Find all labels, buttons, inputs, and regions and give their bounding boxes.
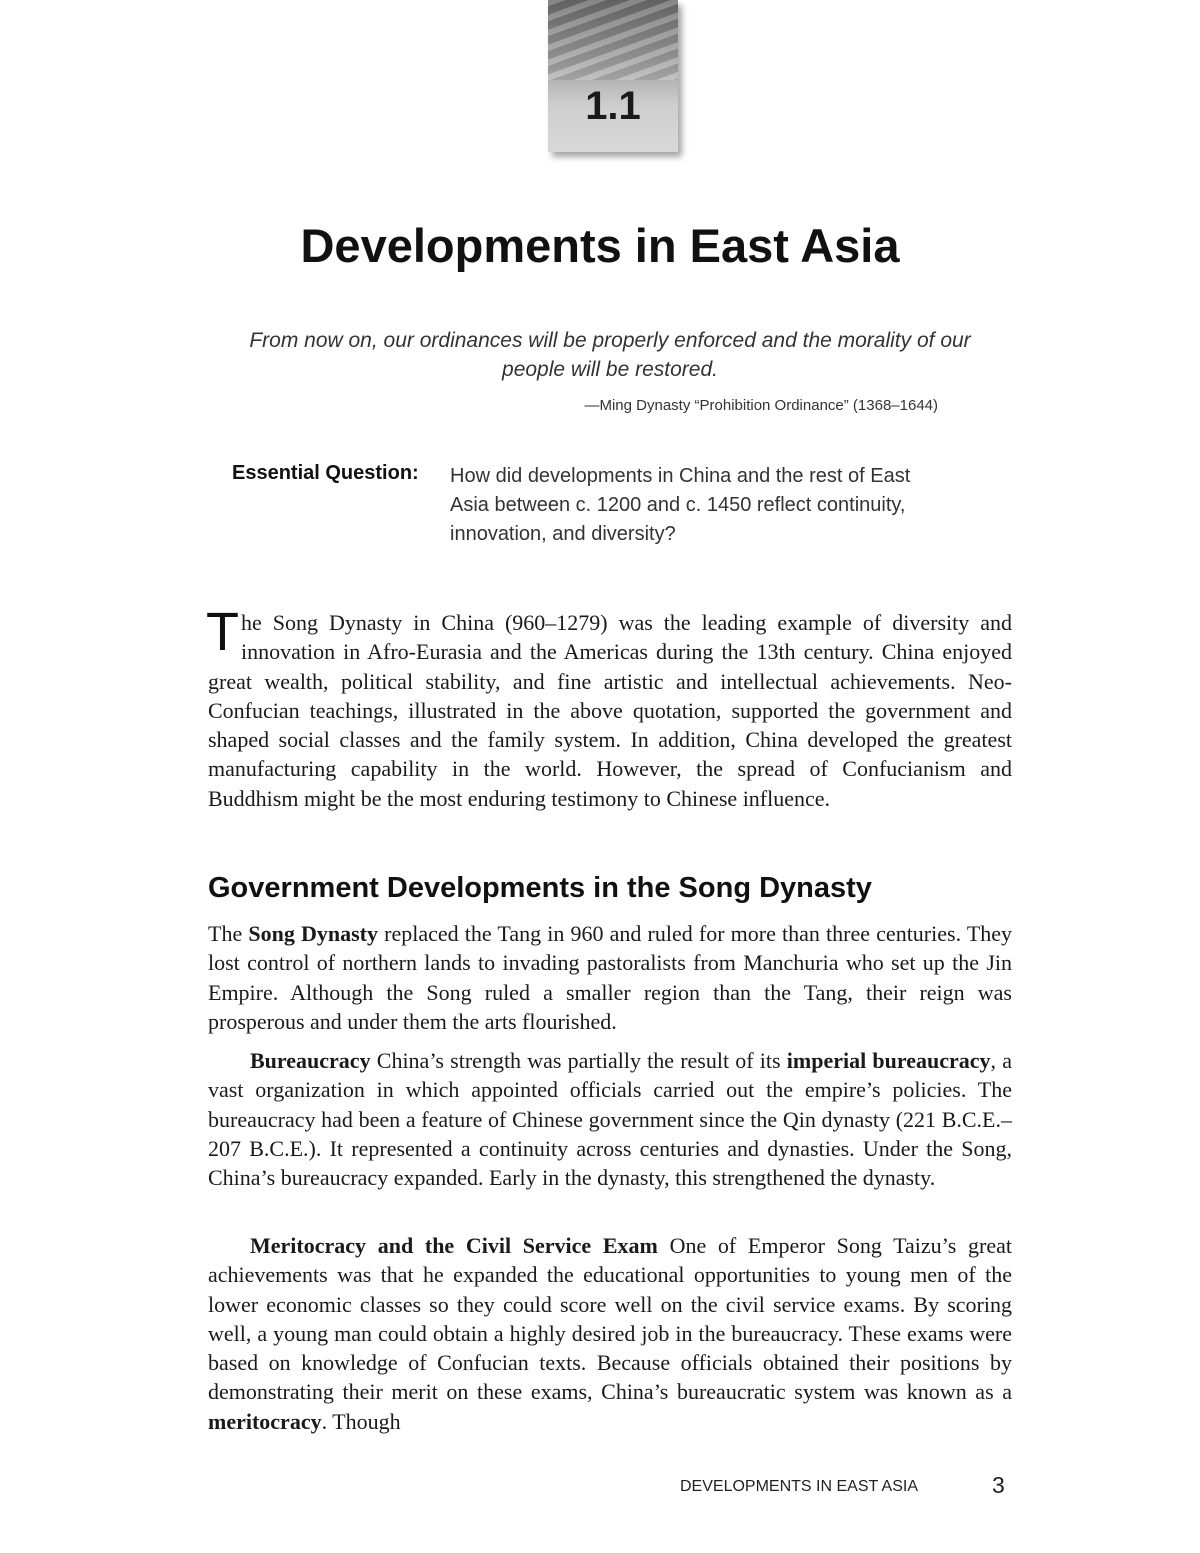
chapter-tab: [548, 0, 678, 152]
running-head: DEVELOPMENTS IN EAST ASIA: [680, 1478, 918, 1495]
p3-text-1: One of Emperor Song Taizu’s great achievements was that he expanded the educational opportunities to young men of the lower economic classes so they could score well on the civil service exams. By scoring well, a young man could obtain a highly desired job in the bureaucracy. These exams were based on knowledge of Confucian texts. Because officials obtained their positions by demonstrating their merit on these exams, China’s bureaucratic system was known as a: [208, 1233, 1012, 1405]
paragraph-song-dynasty: [208, 919, 1012, 1036]
p2-text-1: China’s strength was partially the result of its: [370, 1048, 787, 1073]
term-imperial-bureaucracy: imperial bureaucracy: [786, 1048, 991, 1073]
run-in-bureaucracy: Bureaucracy: [250, 1048, 371, 1073]
drop-cap: T: [206, 602, 239, 662]
essential-question-label: Essential Question:: [232, 462, 419, 484]
p3-text-2: . Though: [321, 1408, 401, 1434]
essential-question-line-3: innovation, and diversity?: [450, 523, 676, 545]
intro-text: he Song Dynasty in China (960–1279) was the leading example of diversity and innovation in Afro-Eurasia and the Americas during the 13th century. China enjoyed great wealth, political stability, and fine artistic and intellectual achievements. Neo-Confucian teachings, illustrated in the above quotation, supported the government and shaped social classes and the family system. In addition, China developed the greatest manufacturing capability in the world. However, the spread of Confucianism and Buddhism might be the most enduring testimony to Chinese influence.: [208, 610, 1012, 811]
paragraph-meritocracy: [208, 1231, 1012, 1436]
epigraph-attribution: —Ming Dynasty “Prohibition Ordinance” (1368–1644): [584, 397, 938, 414]
essential-question-line-1: How did developments in China and the rest of East: [450, 465, 911, 487]
section-heading: Government Developments in the Song Dynasty: [208, 872, 872, 904]
term-meritocracy: meritocracy: [208, 1408, 322, 1434]
paragraph-bureaucracy: [208, 1046, 1012, 1192]
p1-pre: The: [208, 921, 249, 946]
chapter-number: 1.1: [585, 84, 641, 128]
intro-paragraph: [206, 602, 1012, 813]
p1-post: replaced the Tang in 960 and ruled for more than three centuries. They lost control of northern lands to invading pastoralists from Manchuria who set up the Jin Empire. Although the Song ruled a smaller region than the Tang, their reign was prosperous and under them the arts flourished.: [208, 921, 1013, 1034]
epigraph-line-1: From now on, our ordinances will be properly enforced and the morality of our: [249, 329, 971, 352]
page-number: 3: [992, 1472, 1005, 1498]
epigraph-quote: [200, 326, 1020, 384]
chapter-title: Developments in East Asia: [300, 219, 900, 272]
run-in-meritocracy: Meritocracy and the Civil Service Exam: [250, 1233, 658, 1258]
essential-question-text: [450, 462, 995, 549]
essential-question-line-2: Asia between c. 1200 and c. 1450 reflect continuity,: [450, 494, 906, 516]
p2-text-2: , a vast organization in which appointed officials carried out the empire’s policies. The bureaucracy had been a feature of Chinese government since the Qin dynasty (221 B.C.E.–207 B.C.E.). It represented a continuity across centuries and dynasties. Under the Song, China’s bureaucracy expanded. Early in the dynasty, this strengthened the dynasty.: [208, 1048, 1012, 1191]
term-song-dynasty: Song Dynasty: [248, 921, 378, 946]
epigraph-line-2: people will be restored.: [502, 358, 718, 381]
